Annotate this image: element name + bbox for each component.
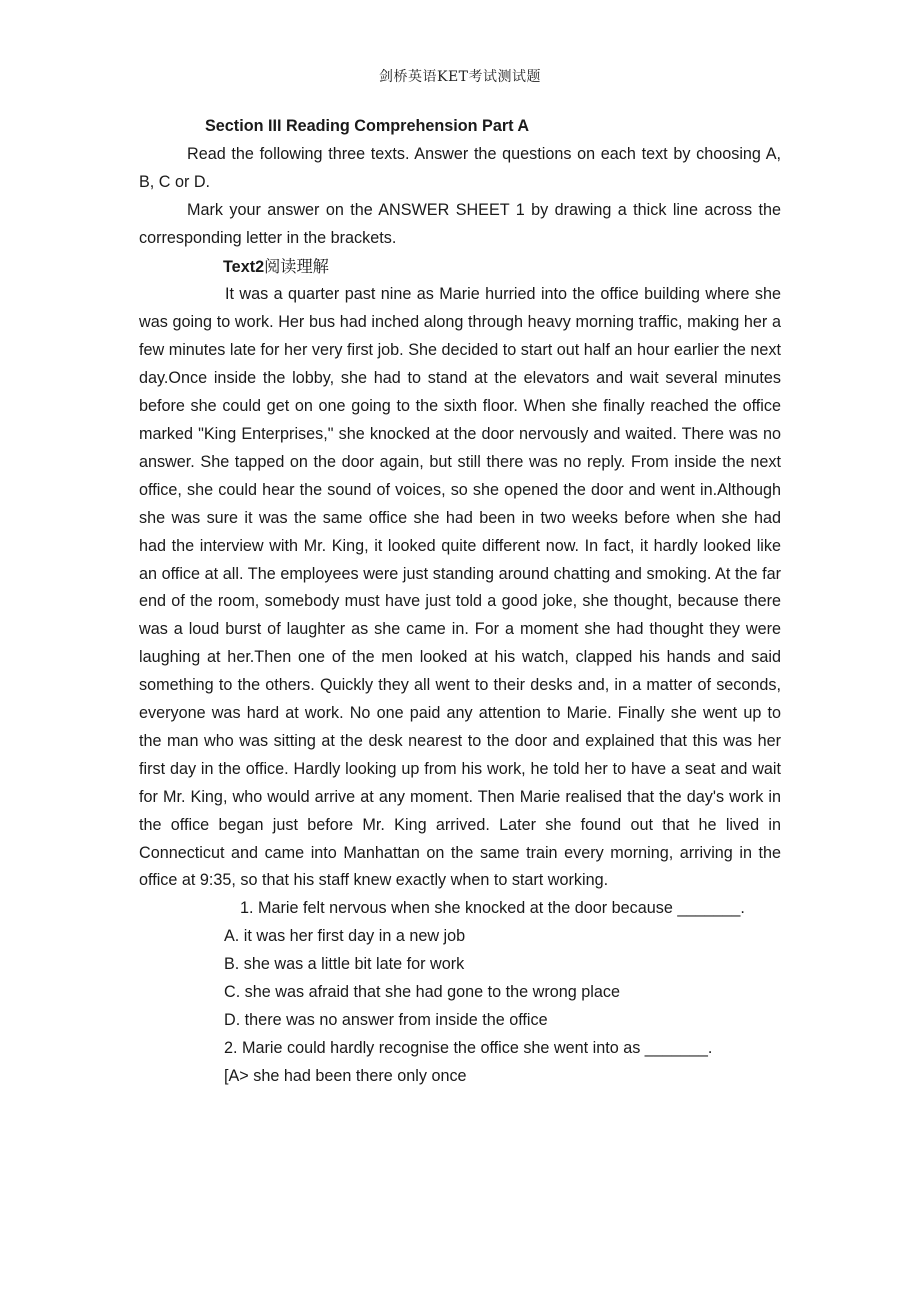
text-heading-cn: 阅读理解 bbox=[264, 256, 329, 276]
question-1-option-b: B. she was a little bit late for work bbox=[224, 955, 465, 974]
question-2-option-a: [A> she had been there only once bbox=[224, 1066, 467, 1085]
question-1-stem: 1. Marie felt nervous when she knocked at the door because _______. bbox=[240, 899, 745, 918]
reading-passage: It was a quarter past nine as Marie hurried into the office building where she was going to work. Her bus had inched along through heavy morning traffic, making her a few minutes late for her very first job. She decided to start out half an hour earlier the next day.Once inside the lobby, she had to stand at the elevators and wait several minutes before she could get on one going to the sixth floor. When she finally reached the office marked "King Enterprises," she knocked at the door nervously and waited. There was no answer. She tapped on the door again, but still there was no reply. From inside the next office, she could hear the sound of voices, so she opened the door and went in.Although she was sure it was the same office she had been in two weeks before when she had had the interview with Mr. King, it looked quite different now. In fact, it hardly looked like an office at all. The employees were just standing around chatting and smoking. At the far end of the room, somebody must have just told a good joke, she thought, because there was a loud burst of laughter as she came in. For a moment she had thought they were laughing at her.Then one of the men looked at his watch, clapped his hands and said something to the others. Quickly they all went to their desks and, in a matter of seconds, everyone was hard at work. No one paid any attention to Marie. Finally she went up to the man who was sitting at the desk nearest to the door and explained that this was her first day in the office. Hardly looking up from his work, he told her to have a seat and wait for Mr. King, who would arrive at any moment. Then Marie realised that the day's work in the office began just before Mr. King arrived. Later she found out that he lived in Connecticut and came into Manhattan on the same train every morning, arriving in the office at 9:35, so that his staff knew exactly when to start working. bbox=[139, 285, 781, 890]
answer-sheet-instruction: Mark your answer on the ANSWER SHEET 1 by drawing a thick line across the corresponding letter in the brackets. bbox=[139, 200, 781, 247]
question-1-option-c: C. she was afraid that she had gone to the wrong place bbox=[224, 983, 620, 1002]
page-header: 剑桥英语KET考试测试题 bbox=[378, 69, 542, 85]
question-1-option-d: D. there was no answer from inside the office bbox=[224, 1011, 548, 1029]
instruction-paragraph: Read the following three texts. Answer the questions on each text by choosing A, B, C or D. bbox=[139, 144, 781, 191]
question-1-option-a: A. it was her first day in a new job bbox=[224, 927, 466, 946]
section-title: Section III Reading Comprehension Part A bbox=[205, 117, 530, 135]
question-2-stem: 2. Marie could hardly recognise the office she went into as _______. bbox=[224, 1038, 713, 1057]
text-heading bbox=[139, 253, 781, 282]
document-body bbox=[139, 113, 781, 1091]
text-heading-en: Text2 bbox=[223, 257, 265, 276]
